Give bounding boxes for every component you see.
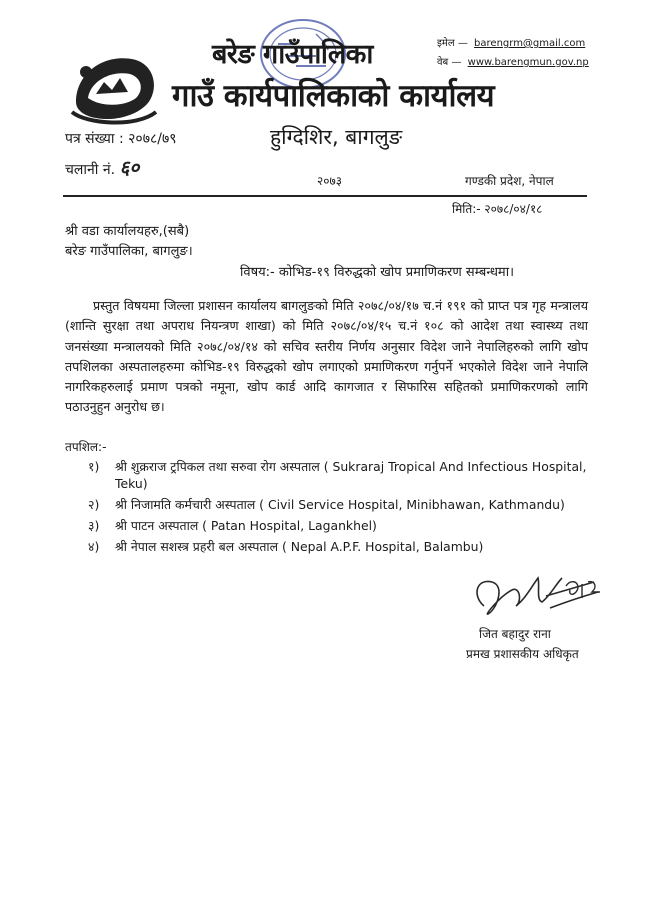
list-item-text: श्री निजामति कर्मचारी अस्पताल ( Civil Service Hospital, Minibhawan, Kathmandu) [115,497,565,512]
list-item [88,496,598,513]
email-link[interactable]: barengrm@gmail.com [474,38,586,49]
signer-name: जित बहादुर राना [479,627,551,641]
reference-number: पत्र संख्या : २०७८/७९ [65,131,177,147]
list-item-number: १) [88,459,100,474]
list-item-text: श्री शुक्रराज ट्रपिकल तथा सरुवा रोग अस्पताल ( Sukraraj Tropical And Infectious Hospital, Teku) [115,459,587,491]
letter-body: प्रस्तुत विषयमा जिल्ला प्रशासन कार्यालय बागलुङको मिति २०७८/०४/१७ च.नं १९१ को प्राप्त पत्र गृह मन्त्रालय (शान्ति सुरक्षा तथा अपराध नियन्त्रण शाखा) को मिति २०७८/०४/१५ च.नं १०८ को आदेश तथा स्वास्थ्य तथा जनसंख्या मन्त्रालयको मिति २०७८/०४/१४ को सचिव स्तरीय निर्णय अनुसार विदेश जाने नेपालिहरुको लागि खोप तपशिलका अस्पतालहरुमा कोभिड-१९ विरुद्धको खोप लगाएको प्रमाणिकरण गर्नुपर्ने भएकोले विदेश जाने नेपालि नागरिकहरुलाई प्रमाण पत्रको नमूना, खोप कार्ड आदि कागजात र सिफारिस सहितको प्रमाणिकरणको लागि पठाउनुहुन अनुरोध छ। [65,298,588,415]
list-item [88,458,598,492]
recipient-line-2: बरेङ गाउँपालिका, बागलुङ। [65,244,193,259]
list-item-text: श्री पाटन अस्पताल ( Patan Hospital, Lagankhel) [115,518,377,533]
dispatch-number-row [65,154,139,180]
office-name: बरेङ गाउँपालिका [212,39,373,70]
nepal-emblem-icon [66,42,162,128]
signer-title: प्रमख प्रशासकीय अधिकृत [466,647,579,661]
email-row [437,35,585,49]
province-name: गण्डकी प्रदेश, नेपाल [465,174,554,188]
letter-date: मिति:- २०७८/०४/१८ [452,202,543,216]
list-item [88,538,598,555]
website-link[interactable]: www.barengmun.gov.np [467,57,589,68]
hospital-list [88,458,598,559]
dispatch-label: चलानी नं. [65,162,116,178]
office-address: हुग्दिशिर, बागलुङ [270,125,403,149]
recipient-line-1: श्री वडा कार्यालयहरु,(सबै) [65,224,190,239]
list-item-number: २) [88,497,100,512]
handwritten-signature [466,556,606,626]
details-label: तपशिल:- [65,440,107,454]
website-label: वेब — [437,57,462,68]
established-year: २०७३ [317,174,342,188]
list-item-number: ३) [88,518,100,533]
dispatch-number: ६० [119,157,140,179]
website-row [437,54,589,68]
email-label: इमेल — [437,38,468,49]
header-divider [63,195,587,197]
letter-subject: विषय:- कोभिड-१९ विरुद्धको खोप प्रमाणिकरण सम्बन्धमा। [240,265,515,280]
list-item-number: ४) [88,539,100,554]
list-item-text: श्री नेपाल सशस्त्र प्रहरी बल अस्पताल ( Nepal A.P.F. Hospital, Balambu) [115,539,484,554]
office-title: गाउँ कार्यपालिकाको कार्यालय [172,78,495,114]
list-item [88,517,598,534]
